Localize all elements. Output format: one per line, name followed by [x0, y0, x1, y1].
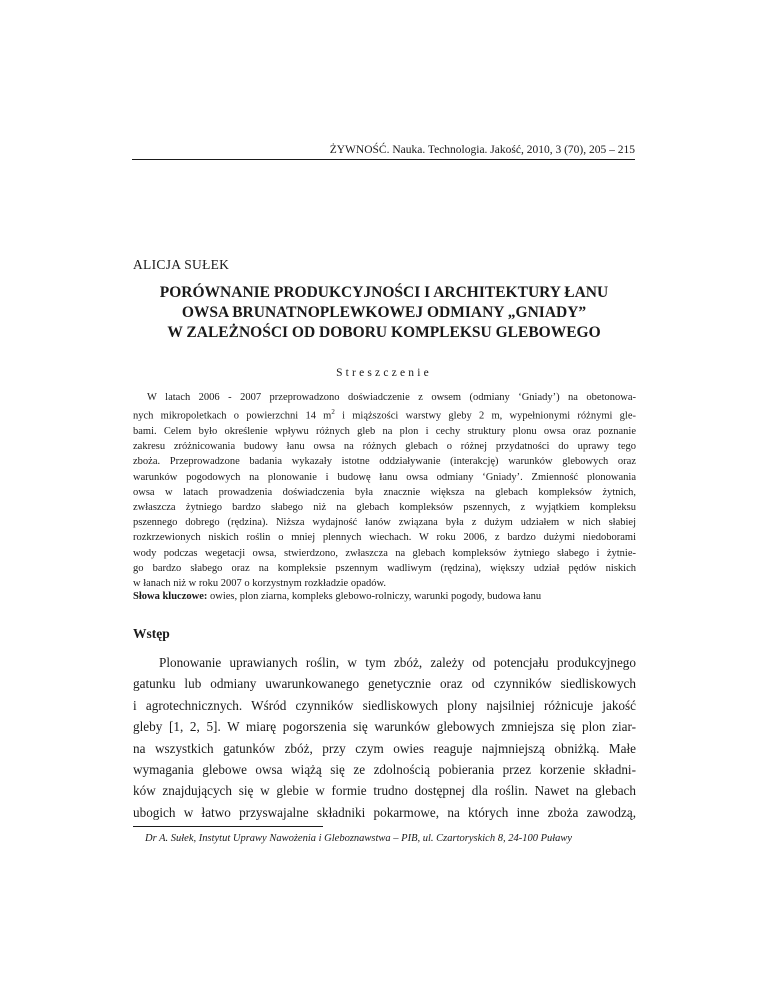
body-line: ubogich w łatwo przyswajalne składniki pokarmowe, na których inne zboża zawodzą,: [133, 804, 636, 820]
section-body: [133, 652, 636, 823]
abstract-line: warunków pogodowych na plonowanie i budowę łanu owsa odmiany ‘Gniady’. Zmienność plonowania: [133, 471, 636, 483]
abstract-line: wody podczas wegetacji owsa, stwierdzono, zwłaszcza na glebach kompleksów żytniego słabego i żytnie-: [133, 547, 636, 559]
abstract-line: bami. Celem było określenie wpływu różnych gleb na plon i cechy struktury plonu owsa oraz poznanie: [133, 425, 636, 437]
title-line: PORÓWNANIE PRODUKCYJNOŚCI I ARCHITEKTURY ŁANU: [159, 284, 609, 301]
abstract-line: go bardzo słabego oraz na kompleksie pszennym wadliwym (rędzina), większy udział pędów niskich: [133, 562, 636, 574]
abstract-line: pszennego dobrego (rędzina). Niższa wydajność łanów związana była z dużym udziałem w nich słabiej: [133, 517, 636, 529]
abstract-line: w łanach niż w roku 2007 o korzystnym rozkładzie opadów.: [133, 577, 386, 589]
journal-header: ŻYWNOŚĆ. Nauka. Technologia. Jakość, 2010, 3 (70), 205 – 215: [132, 144, 635, 160]
keywords-text: owies, plon ziarna, kompleks glebowo-rolniczy, warunki pogody, budowa łanu: [207, 591, 542, 602]
abstract-line: owsa w latach prowadzenia doświadczenia była znacznie większa na glebach kompleksów żytnich,: [133, 486, 636, 498]
body-line: na wszystkich gatunków zbóż, przy czym owies reaguje najmniejszą obniżką. Małe: [133, 740, 636, 756]
article-title: [100, 283, 668, 343]
body-line: wymagania glebowe owsa wiążą się ze zdolnością pobierania przez korzenie składni-: [133, 762, 636, 778]
title-line: OWSA BRUNATNOPLEWKOWEJ ODMIANY „GNIADY”: [181, 304, 587, 321]
abstract-line: zakresu zróżnicowania budowy łanu owsa na różnych glebach o różnej przydatności do uprawy tego: [133, 441, 636, 453]
abstract-line-part: i miąższości warstwy gleby 2 m, wypełnionymi różnymi gle-: [334, 410, 636, 422]
footnote-divider: [133, 826, 323, 827]
superscript: 2: [331, 408, 335, 417]
abstract-line: rozkrzewionych niskich roślin o mniej plennych wiechach. W roku 2006, z bardzo dużymi niedoborami: [133, 532, 636, 544]
body-line: i agrotechnicznych. Wśród czynników siedliskowych plony najsilniej różnicuje jakość: [133, 697, 636, 713]
keywords-label: Słowa kluczowe:: [133, 591, 208, 602]
body-line: Plonowanie uprawianych roślin, w tym zbóż, zależy od potencjału produkcyjnego: [159, 655, 636, 670]
author-name: ALICJA SUŁEK: [133, 257, 230, 272]
abstract-line: zwłaszcza żytniego bardzo słabego niż na glebach kompleksów pszennych, z wyjątkiem kompleksu: [133, 501, 636, 513]
title-line: W ZALEŻNOŚCI OD DOBORU KOMPLEKSU GLEBOWEGO: [167, 324, 601, 341]
abstract-line: zboża. Przeprowadzone badania wykazały istotne oddziaływanie (interakcję) warunków glebowych oraz: [133, 456, 636, 468]
body-line: ków znajdujących się w glebie w formie trudno dostępnej dla roślin. Nawet na glebach: [133, 783, 636, 799]
body-line: gatunku lub odmiany uwarunkowanego genetycznie oraz od czynników siedliskowych: [133, 676, 636, 692]
keywords: [133, 591, 636, 602]
abstract-text: [133, 390, 636, 591]
abstract-heading: Streszczenie: [336, 367, 432, 379]
section-heading: Wstęp: [133, 626, 170, 641]
body-line: gleby [1, 2, 5]. W miarę pogorszenia się warunków glebowych zmniejsza się plon ziar-: [133, 719, 636, 735]
abstract-line: W latach 2006 - 2007 przeprowadzono doświadczenie z owsem (odmiany ‘Gniady’) na obetonowa-: [147, 392, 636, 403]
author-affiliation-footnote: Dr A. Sułek, Instytut Uprawy Nawożenia i Gleboznawstwa – PIB, ul. Czartoryskich 8, 24-100 Puławy: [145, 833, 573, 844]
abstract-line: [133, 405, 636, 424]
abstract-line-part: nych mikropoletkach o powierzchni 14 m: [133, 410, 332, 422]
